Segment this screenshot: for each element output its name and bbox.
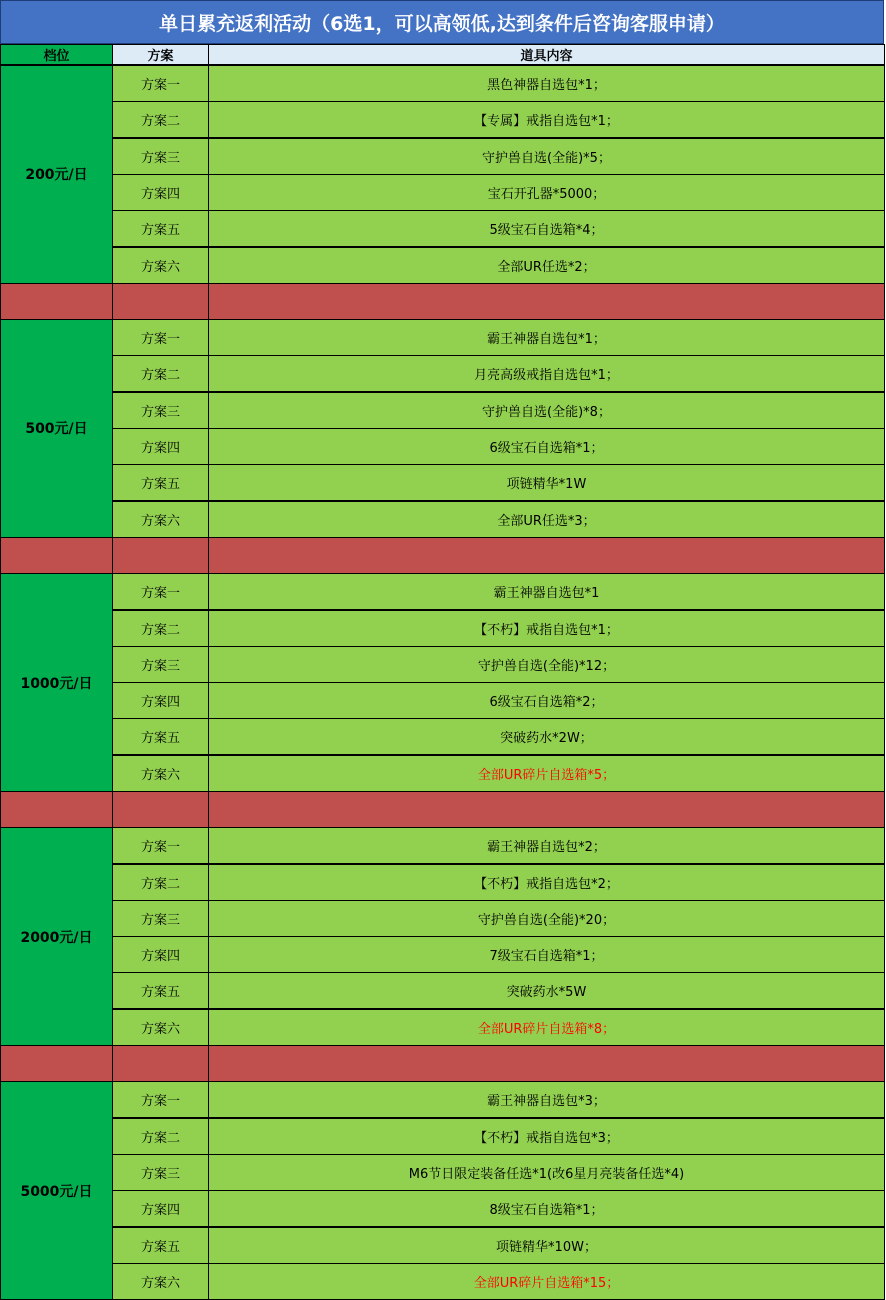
plan-cell: 方案三 xyxy=(112,138,209,175)
plan-cell: 方案四 xyxy=(112,428,209,465)
plan-cell: 方案一 xyxy=(112,573,209,610)
header-tier: 档位 xyxy=(0,44,113,65)
table-title: 单日累充返利活动（6选1，可以高领低,达到条件后咨询客服申请） xyxy=(0,0,884,44)
plan-cell: 方案六 xyxy=(112,1009,209,1046)
separator-row xyxy=(208,1045,885,1082)
plan-cell: 方案五 xyxy=(112,1227,209,1264)
separator-row xyxy=(112,791,209,828)
plan-cell: 方案六 xyxy=(112,501,209,538)
item-cell: 【不朽】戒指自选包*2； xyxy=(208,864,885,901)
separator-row xyxy=(0,537,113,574)
separator-row xyxy=(208,537,885,574)
plan-cell: 方案六 xyxy=(112,755,209,792)
item-cell: 宝石开孔器*5000； xyxy=(208,174,885,211)
item-cell: 【不朽】戒指自选包*1； xyxy=(208,610,885,647)
plan-cell: 方案三 xyxy=(112,646,209,683)
item-cell: 霸王神器自选包*2； xyxy=(208,827,885,864)
item-cell: 5级宝石自选箱*4； xyxy=(208,210,885,247)
item-cell: 守护兽自选(全能)*8； xyxy=(208,392,885,429)
plan-cell: 方案三 xyxy=(112,1154,209,1191)
item-cell: M6节日限定装备任选*1(改6星月亮装备任选*4) xyxy=(208,1154,885,1191)
item-cell: 霸王神器自选包*1； xyxy=(208,319,885,356)
plan-cell: 方案五 xyxy=(112,210,209,247)
plan-cell: 方案五 xyxy=(112,718,209,755)
item-cell: 8级宝石自选箱*1； xyxy=(208,1190,885,1227)
item-cell: 月亮高级戒指自选包*1； xyxy=(208,355,885,392)
item-cell: 守护兽自选(全能)*12； xyxy=(208,646,885,683)
separator-row xyxy=(112,1045,209,1082)
separator-row xyxy=(112,283,209,320)
plan-cell: 方案二 xyxy=(112,101,209,138)
item-cell: 全部UR任选*3； xyxy=(208,501,885,538)
separator-row xyxy=(0,1045,113,1082)
item-cell: 全部UR碎片自选箱*15； xyxy=(208,1263,885,1300)
plan-cell: 方案一 xyxy=(112,319,209,356)
tier-label: 2000元/日 xyxy=(0,827,113,1046)
item-cell: 项链精华*10W； xyxy=(208,1227,885,1264)
tier-label: 500元/日 xyxy=(0,319,113,538)
tier-label: 5000元/日 xyxy=(0,1081,113,1300)
header-plan: 方案 xyxy=(112,44,209,65)
item-cell: 全部UR任选*2； xyxy=(208,247,885,284)
item-cell: 突破药水*5W xyxy=(208,972,885,1009)
plan-cell: 方案一 xyxy=(112,827,209,864)
item-cell: 守护兽自选(全能)*5； xyxy=(208,138,885,175)
plan-cell: 方案二 xyxy=(112,1118,209,1155)
plan-cell: 方案四 xyxy=(112,174,209,211)
tier-label: 200元/日 xyxy=(0,65,113,284)
item-cell: 黑色神器自选包*1； xyxy=(208,65,885,102)
plan-cell: 方案六 xyxy=(112,247,209,284)
item-cell: 突破药水*2W； xyxy=(208,718,885,755)
plan-cell: 方案三 xyxy=(112,392,209,429)
plan-cell: 方案二 xyxy=(112,610,209,647)
separator-row xyxy=(0,283,113,320)
plan-cell: 方案五 xyxy=(112,464,209,501)
separator-row xyxy=(0,791,113,828)
item-cell: 霸王神器自选包*3； xyxy=(208,1081,885,1118)
item-cell: 6级宝石自选箱*1； xyxy=(208,428,885,465)
item-cell: 全部UR碎片自选箱*8； xyxy=(208,1009,885,1046)
plan-cell: 方案六 xyxy=(112,1263,209,1300)
plan-cell: 方案二 xyxy=(112,355,209,392)
plan-cell: 方案五 xyxy=(112,972,209,1009)
separator-row xyxy=(208,283,885,320)
plan-cell: 方案二 xyxy=(112,864,209,901)
tier-label: 1000元/日 xyxy=(0,573,113,792)
plan-cell: 方案一 xyxy=(112,1081,209,1118)
item-cell: 【专属】戒指自选包*1； xyxy=(208,101,885,138)
item-cell: 全部UR碎片自选箱*5； xyxy=(208,755,885,792)
item-cell: 项链精华*1W xyxy=(208,464,885,501)
item-cell: 6级宝石自选箱*2； xyxy=(208,682,885,719)
plan-cell: 方案四 xyxy=(112,682,209,719)
header-items: 道具内容 xyxy=(208,44,885,65)
plan-cell: 方案三 xyxy=(112,900,209,937)
separator-row xyxy=(112,537,209,574)
item-cell: 【不朽】戒指自选包*3； xyxy=(208,1118,885,1155)
item-cell: 7级宝石自选箱*1； xyxy=(208,936,885,973)
plan-cell: 方案四 xyxy=(112,1190,209,1227)
item-cell: 守护兽自选(全能)*20； xyxy=(208,900,885,937)
item-cell: 霸王神器自选包*1 xyxy=(208,573,885,610)
plan-cell: 方案四 xyxy=(112,936,209,973)
plan-cell: 方案一 xyxy=(112,65,209,102)
separator-row xyxy=(208,791,885,828)
